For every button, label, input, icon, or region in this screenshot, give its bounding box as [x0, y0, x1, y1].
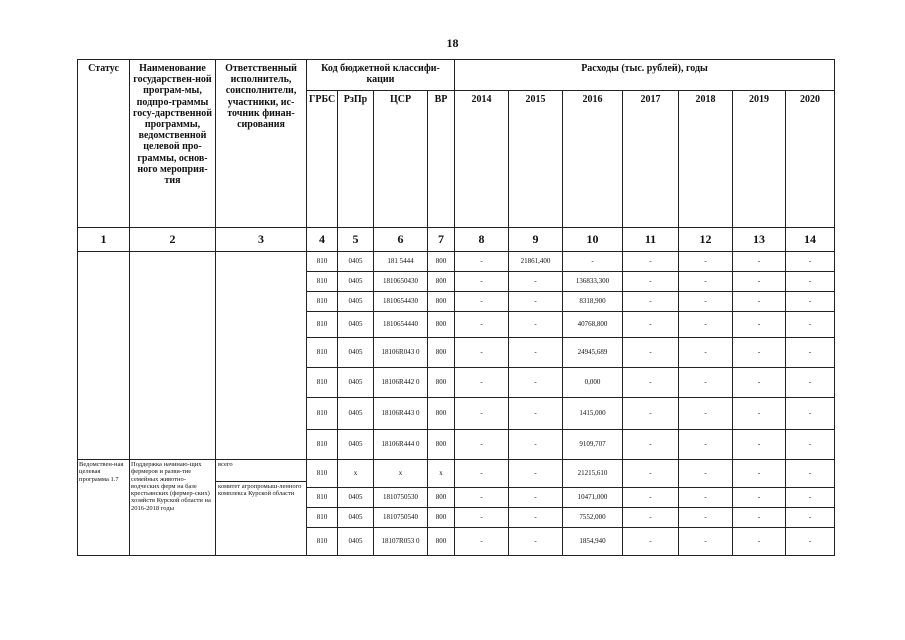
rzpr-cell: 0405 [338, 508, 374, 528]
column-number: 10 [563, 228, 623, 252]
year-2016-cell: - [563, 252, 623, 272]
year-2016-cell: 21215,610 [563, 460, 623, 488]
csr-cell: 18106R043 0 [374, 338, 428, 368]
year-2014-cell: - [455, 488, 509, 508]
grbs-cell: 810 [307, 292, 338, 312]
csr-cell: 181 5444 [374, 252, 428, 272]
year-2019-cell: - [733, 488, 786, 508]
year-2018-cell: - [679, 338, 733, 368]
year-2018-cell: - [679, 272, 733, 292]
year-2019-cell: - [733, 292, 786, 312]
year-2018-cell: - [679, 528, 733, 556]
header-year: 2020 [786, 91, 835, 228]
year-2016-cell: 136833,300 [563, 272, 623, 292]
csr-cell: 18107R053 0 [374, 528, 428, 556]
year-2020-cell: - [786, 272, 835, 292]
year-2014-cell: - [455, 528, 509, 556]
year-2014-cell: - [455, 292, 509, 312]
year-2016-cell: 0,000 [563, 368, 623, 398]
year-2015-cell: 21861,400 [509, 252, 563, 272]
column-number: 14 [786, 228, 835, 252]
year-2014-cell: - [455, 398, 509, 430]
rzpr-cell: 0405 [338, 528, 374, 556]
rzpr-cell: 0405 [338, 292, 374, 312]
name-cell [130, 252, 216, 460]
header-budget-code: Код бюджетной классифи-кации [307, 60, 455, 91]
year-2017-cell: - [623, 272, 679, 292]
csr-cell: 1810650430 [374, 272, 428, 292]
year-2020-cell: - [786, 398, 835, 430]
header-expenses: Расходы (тыс. рублей), годы [455, 60, 835, 91]
vr-cell: x [428, 460, 455, 488]
program-name: Поддержка начинаю-щих фермеров и разви-тие семейных животно-водческих ферм на базе крестьянских (фермер-ских) хозяйств Курской области на 2016-2018 годы [130, 460, 216, 556]
csr-cell: 18106R444 0 [374, 430, 428, 460]
header-executor: Ответственный исполнитель, соисполнители, участники, ис-точник финан-сирования [216, 60, 307, 228]
year-2014-cell: - [455, 312, 509, 338]
vr-cell: 800 [428, 398, 455, 430]
year-2019-cell: - [733, 338, 786, 368]
year-2015-cell: - [509, 272, 563, 292]
column-number-row [78, 228, 835, 252]
header-year: 2017 [623, 91, 679, 228]
grbs-cell: 810 [307, 508, 338, 528]
year-2015-cell: - [509, 338, 563, 368]
year-2015-cell: - [509, 312, 563, 338]
year-2018-cell: - [679, 488, 733, 508]
year-2018-cell: - [679, 398, 733, 430]
year-2014-cell: - [455, 368, 509, 398]
rzpr-cell: 0405 [338, 488, 374, 508]
header-rzpr: РзПр [338, 91, 374, 228]
year-2020-cell: - [786, 460, 835, 488]
vr-cell: 800 [428, 430, 455, 460]
vr-cell: 800 [428, 272, 455, 292]
vr-cell: 800 [428, 252, 455, 272]
table-row [78, 252, 835, 272]
year-2020-cell: - [786, 338, 835, 368]
year-2019-cell: - [733, 528, 786, 556]
csr-cell: 1810654440 [374, 312, 428, 338]
year-2019-cell: - [733, 430, 786, 460]
grbs-cell: 810 [307, 398, 338, 430]
year-2017-cell: - [623, 312, 679, 338]
column-number: 1 [78, 228, 130, 252]
year-2017-cell: - [623, 460, 679, 488]
executor-cell [216, 252, 307, 460]
year-2015-cell: - [509, 460, 563, 488]
vr-cell: 800 [428, 368, 455, 398]
grbs-cell: 810 [307, 252, 338, 272]
year-2015-cell: - [509, 528, 563, 556]
rzpr-cell: 0405 [338, 430, 374, 460]
grbs-cell: 810 [307, 368, 338, 398]
year-2018-cell: - [679, 252, 733, 272]
year-2017-cell: - [623, 338, 679, 368]
year-2016-cell: 9109,707 [563, 430, 623, 460]
year-2018-cell: - [679, 292, 733, 312]
header-name: Наименование государствен-ной програм-мы, подпро-граммы госу-дарственной программы, ведомственной целевой про-граммы, основ-ного мероприя-тия [130, 60, 216, 228]
executor-label: комитет агропромыш-ленного комплекса Курской области [218, 483, 302, 498]
table-row [78, 460, 835, 488]
grbs-cell: 810 [307, 460, 338, 488]
year-2020-cell: - [786, 528, 835, 556]
rzpr-cell: 0405 [338, 252, 374, 272]
year-2014-cell: - [455, 460, 509, 488]
program-status: Ведомствен-ная целевая программа 1.7 [78, 460, 130, 556]
year-2018-cell: - [679, 312, 733, 338]
header-year: 2016 [563, 91, 623, 228]
year-2020-cell: - [786, 292, 835, 312]
csr-cell: 18106R442 0 [374, 368, 428, 398]
header-year: 2018 [679, 91, 733, 228]
year-2016-cell: 7552,000 [563, 508, 623, 528]
year-2014-cell: - [455, 338, 509, 368]
csr-cell: 1810750540 [374, 508, 428, 528]
column-number: 9 [509, 228, 563, 252]
year-2017-cell: - [623, 430, 679, 460]
year-2019-cell: - [733, 252, 786, 272]
header-csr: ЦСР [374, 91, 428, 228]
vr-cell: 800 [428, 312, 455, 338]
header-status: Статус [78, 60, 130, 228]
year-2019-cell: - [733, 460, 786, 488]
year-2015-cell: - [509, 508, 563, 528]
year-2015-cell: - [509, 292, 563, 312]
csr-cell: 1810750530 [374, 488, 428, 508]
grbs-cell: 810 [307, 528, 338, 556]
column-number: 13 [733, 228, 786, 252]
budget-table [77, 59, 835, 556]
year-2020-cell: - [786, 488, 835, 508]
year-2017-cell: - [623, 488, 679, 508]
rzpr-cell: 0405 [338, 368, 374, 398]
grbs-cell: 810 [307, 272, 338, 292]
year-2016-cell: 24945,689 [563, 338, 623, 368]
year-2020-cell: - [786, 508, 835, 528]
year-2016-cell: 1415,000 [563, 398, 623, 430]
vr-cell: 800 [428, 338, 455, 368]
rzpr-cell: 0405 [338, 312, 374, 338]
year-2016-cell: 10471,000 [563, 488, 623, 508]
vr-cell: 800 [428, 508, 455, 528]
column-number: 3 [216, 228, 307, 252]
year-2016-cell: 1854,940 [563, 528, 623, 556]
csr-cell: 1810654430 [374, 292, 428, 312]
rzpr-cell: 0405 [338, 338, 374, 368]
vr-cell: 800 [428, 528, 455, 556]
year-2015-cell: - [509, 398, 563, 430]
header-year: 2014 [455, 91, 509, 228]
grbs-cell: 810 [307, 312, 338, 338]
rzpr-cell: 0405 [338, 398, 374, 430]
total-label: всего [216, 460, 306, 482]
year-2017-cell: - [623, 292, 679, 312]
year-2017-cell: - [623, 398, 679, 430]
page-number: 18 [446, 36, 459, 50]
year-2017-cell: - [623, 368, 679, 398]
year-2014-cell: - [455, 252, 509, 272]
csr-cell: x [374, 460, 428, 488]
vr-cell: 800 [428, 292, 455, 312]
column-number: 7 [428, 228, 455, 252]
year-2020-cell: - [786, 312, 835, 338]
column-number: 5 [338, 228, 374, 252]
year-2015-cell: - [509, 488, 563, 508]
year-2020-cell: - [786, 430, 835, 460]
year-2019-cell: - [733, 312, 786, 338]
year-2014-cell: - [455, 430, 509, 460]
rzpr-cell: x [338, 460, 374, 488]
year-2014-cell: - [455, 508, 509, 528]
year-2018-cell: - [679, 508, 733, 528]
year-2018-cell: - [679, 460, 733, 488]
csr-cell: 18106R443 0 [374, 398, 428, 430]
status-cell [78, 252, 130, 460]
year-2015-cell: - [509, 368, 563, 398]
year-2019-cell: - [733, 272, 786, 292]
header-year: 2019 [733, 91, 786, 228]
column-number: 6 [374, 228, 428, 252]
column-number: 4 [307, 228, 338, 252]
header-grbs: ГРБС [307, 91, 338, 228]
year-2020-cell: - [786, 252, 835, 272]
year-2017-cell: - [623, 528, 679, 556]
rzpr-cell: 0405 [338, 272, 374, 292]
year-2018-cell: - [679, 368, 733, 398]
year-2014-cell: - [455, 272, 509, 292]
year-2016-cell: 40768,800 [563, 312, 623, 338]
year-2019-cell: - [733, 398, 786, 430]
year-2017-cell: - [623, 252, 679, 272]
year-2016-cell: 8318,900 [563, 292, 623, 312]
year-2020-cell: - [786, 368, 835, 398]
vr-cell: 800 [428, 488, 455, 508]
grbs-cell: 810 [307, 488, 338, 508]
grbs-cell: 810 [307, 430, 338, 460]
column-number: 12 [679, 228, 733, 252]
column-number: 11 [623, 228, 679, 252]
column-number: 2 [130, 228, 216, 252]
year-2019-cell: - [733, 368, 786, 398]
year-2017-cell: - [623, 508, 679, 528]
header-year: 2015 [509, 91, 563, 228]
column-number: 8 [455, 228, 509, 252]
program-executor [216, 460, 307, 556]
year-2015-cell: - [509, 430, 563, 460]
year-2019-cell: - [733, 508, 786, 528]
grbs-cell: 810 [307, 338, 338, 368]
header-vr: ВР [428, 91, 455, 228]
year-2018-cell: - [679, 430, 733, 460]
